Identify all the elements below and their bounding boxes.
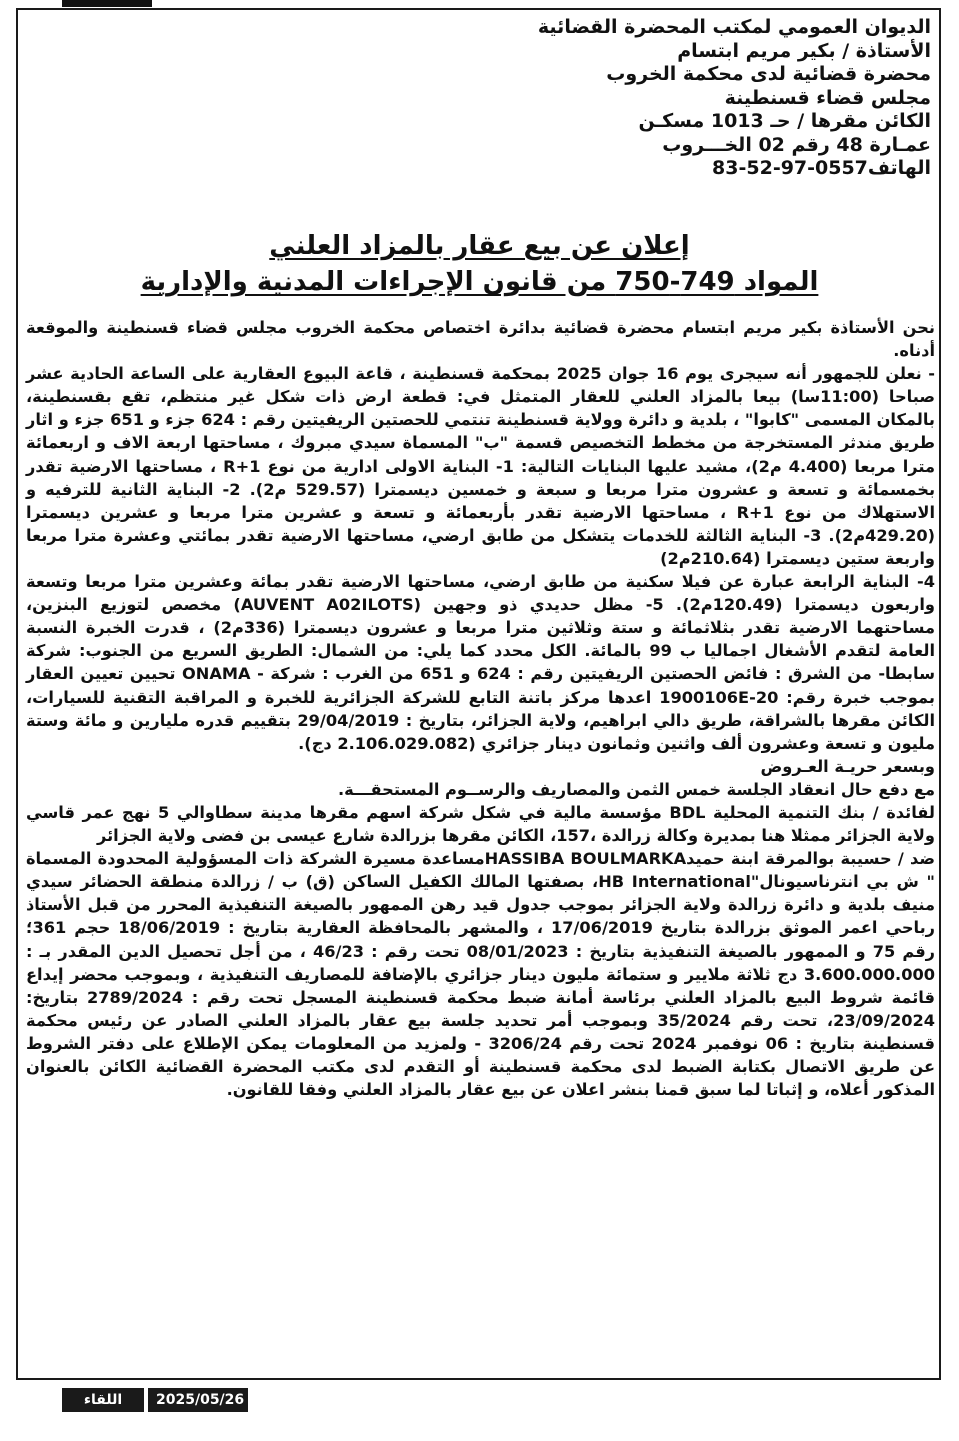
publication-date: 2025/05/26 <box>148 1388 248 1412</box>
header-line: الديوان العمومي لمكتب المحضرة القضائية <box>537 16 931 38</box>
header-line: عمـارة 48 رقم 02 الخـــروب <box>662 133 931 156</box>
body-paragraph: - نعلن للجمهور أنه سيجرى يوم 16 جوان 2025 بمحكمة قسنطينة ، قاعة البيوع العقارية على الساعة الحادية عشر صباحا (11:00سا) بيعا بالمزاد العلني للعقار المتمثل في: قطعة ارض ذات شكل غير منتظم، تقع بقسنطينة، بالمكان المسمى "كابوا" ، بلدية و دائرة وولاية قسنطينة تنتمي للحصتين الريفيتين رقم : 624 جزء و 651 جزء و اثار طريق مندثر المستخرجة من مخطط التخصيص قسمة "ب" المسماة سيدي مبروك ، مساحتها اربعة الاف و اربعمائة مترا مربعا (4.400 م2)، مشيد عليها البنايات التالية: 1- البناية الاولى ادارية من نوع R+1 ، مساحتها الارضية تقدر بخمسمائة و تسعة و عشرون مترا مربعا و سبعة و خمسين ديسمترا (529.57 م2). 2- البناية الثانية للترفيه و الاستهلاك من نوع R+1 ، مساحتها الارضية تقدر بأربعمائة و تسعة و عشرين مترا مربعا و عشرين ديسمترا (429.20م2). 3- البناية الثالثة للخدمات يتشكل من طابق ارضي، مساحتها الارضية تقدر بمائتي وعشرة مترا مربعا واربعة ستين ديسمترا (210.64م2) <box>26 364 936 568</box>
title-line-1: إعلان عن بيع عقار بالمزاد العلني <box>269 231 690 261</box>
announcement-title <box>40 228 919 300</box>
title-line-2: المواد 749-750 من قانون الإجراءات المدنية والإدارية <box>140 267 819 297</box>
bailiff-office-header <box>371 16 931 181</box>
header-line: الأستاذة / بكير مريم ابتسام <box>677 39 931 62</box>
phone-number: 83-52-97-0557 <box>712 157 868 179</box>
newspaper-name: اللقاء <box>62 1388 144 1412</box>
announcement-body <box>26 316 935 1101</box>
header-line: الكائن مقرها / حـ 1013 مسكـن <box>638 110 931 132</box>
header-line: مجلس قضاء قسنطينة <box>724 86 931 109</box>
body-paragraph: لفائدة / بنك التنمية المحلية BDL مؤسسة مالية في شكل شركة اسهم مقرها مدينة سطاوالي 5 نهج عمر قاسي ولاية الجزائر ممثلا هنا بمديرة وكالة زرالدة ،157، الكائن مقرها بزرالدة شارع عيسى بن فضى ولاية الجزائر <box>26 802 935 846</box>
body-paragraph: ضد / حسيبة بوالمرقة ابنة حميدHASSIBA BOULMARKAمساعدة مسيرة الشركة ذات المسؤولية المحدودة المسماة " ش بي انترناسيونال"HB International، بصفتها المالك الكفيل الساكن (ق) ب / زرالدة منطقة الحضائر سيدي منيف بلدية و دائرة زرالدة ولاية الجزائر بموجب جدول قيد رهن الممهور بالصيغة التنفيذية المحرر من قبل الأستاذ رباحي اعمر الموثق بزرالدة بتاريخ 17/06/2019 ، والمشهر بالمحافظة العقارية بتاريخ : 18/06/2019 حجم 361؛ رقم 75 و الممهور بالصيغة التنفيذية بتاريخ : 08/01/2023 تحت رقم : 46/23 ، من أجل تحصيل الدين المقدر بـ : 3.600.000.000 دج ثلاثة ملايير و ستمائة مليون دينار جزائري بالإضافة للمصاريف التنفيذية ، وبموجب محضر إيداع قائمة شروط البيع بالمزاد العلني برئاسة أمانة ضبط محكمة قسنطينة المسجل تحت رقم : 2789/2024 بتاريخ: 23/09/2024، تحت رقم 35/2024 وبموجب أمر تحديد جلسة بيع عقار بالمزاد العلني الصادر عن رئيس محكمة قسنطينة بتاريخ : 06 نوفمبر 2024 تحت رقم 3206/24 - ولمزيد من المعلومات يمكن الإطلاع على دفتر الشروط عن طريق الاتصال بكتابة الضبط لدى محكمة قسنطينة أو التقدم لدى مكتب المحضرة القضائية الكائن بالعنوان المذكور أعلاه، و إثباتا لما سبق قمنا بنشر اعلان عن بيع عقار بالمزاد العلني وفقا للقانون. <box>26 849 936 1100</box>
body-paragraph: 4- البناية الرابعة عبارة عن فيلا سكنية من طابق ارضي، مساحتها الارضية تقدر بمائة وعشرين مترا مربعا وتسعة واربعون ديسمترا (120.49م2). 5- مظل حديدي ذو وجهين (AUVENT A02ILOTS) مخصص لتوزيع البنزين، مساحتهما الارضية تقدر بثلاثمائة و ستة وثلاثين مترا مربعا و عشرون ديسمترا (336م2) ، قدرت الخبرة النسبة العامة لتقدم الأشغال اجماليا ب 99 بالمائة. الكل محدد كما يلي: من الشمال: الطريق السريع من الجنوب: شركة سابطا- من الشرق : فائض الحصتين الريفيتين رقم : 624 و 651 من الغرب : شركة - ONAMA تحيين تعيين العقار بموجب خبرة رقم: 20-1900106E اعدها مركز باتنة التابع للشركة الجزائرية للخبرة و المراقبة التقنية للسيارات، الكائن مقرها بالشراقة، طريق دالي ابراهيم، ولاية الجزائر، بتاريخ : 29/04/2019 بتقييم قدره مليارين و مائة وستة مليون و تسعة وعشرون ألف واثنين وثمانون دينار جزائري (2.106.029.082 دج). <box>26 572 935 753</box>
header-line: محضرة قضائية لدى محكمة الخروب <box>606 63 931 85</box>
body-paragraph: نحن الأستاذة بكير مريم ابتسام محضرة قضائية بدائرة اختصاص محكمة الخروب مجلس قضاء قسنطينة والموقعة أدناه. <box>26 318 935 361</box>
publication-footer <box>62 1388 252 1412</box>
header-phone-line <box>371 157 931 181</box>
phone-label: الهاتف <box>867 157 931 179</box>
top-decor-strip <box>62 0 152 7</box>
body-paragraph: مع دفع حال انعقاد الجلسة خمس الثمن والمصاريف والرســوم المستحقـــة. <box>337 779 935 799</box>
body-paragraph: وبسعر حريـة العـروض <box>760 756 935 776</box>
